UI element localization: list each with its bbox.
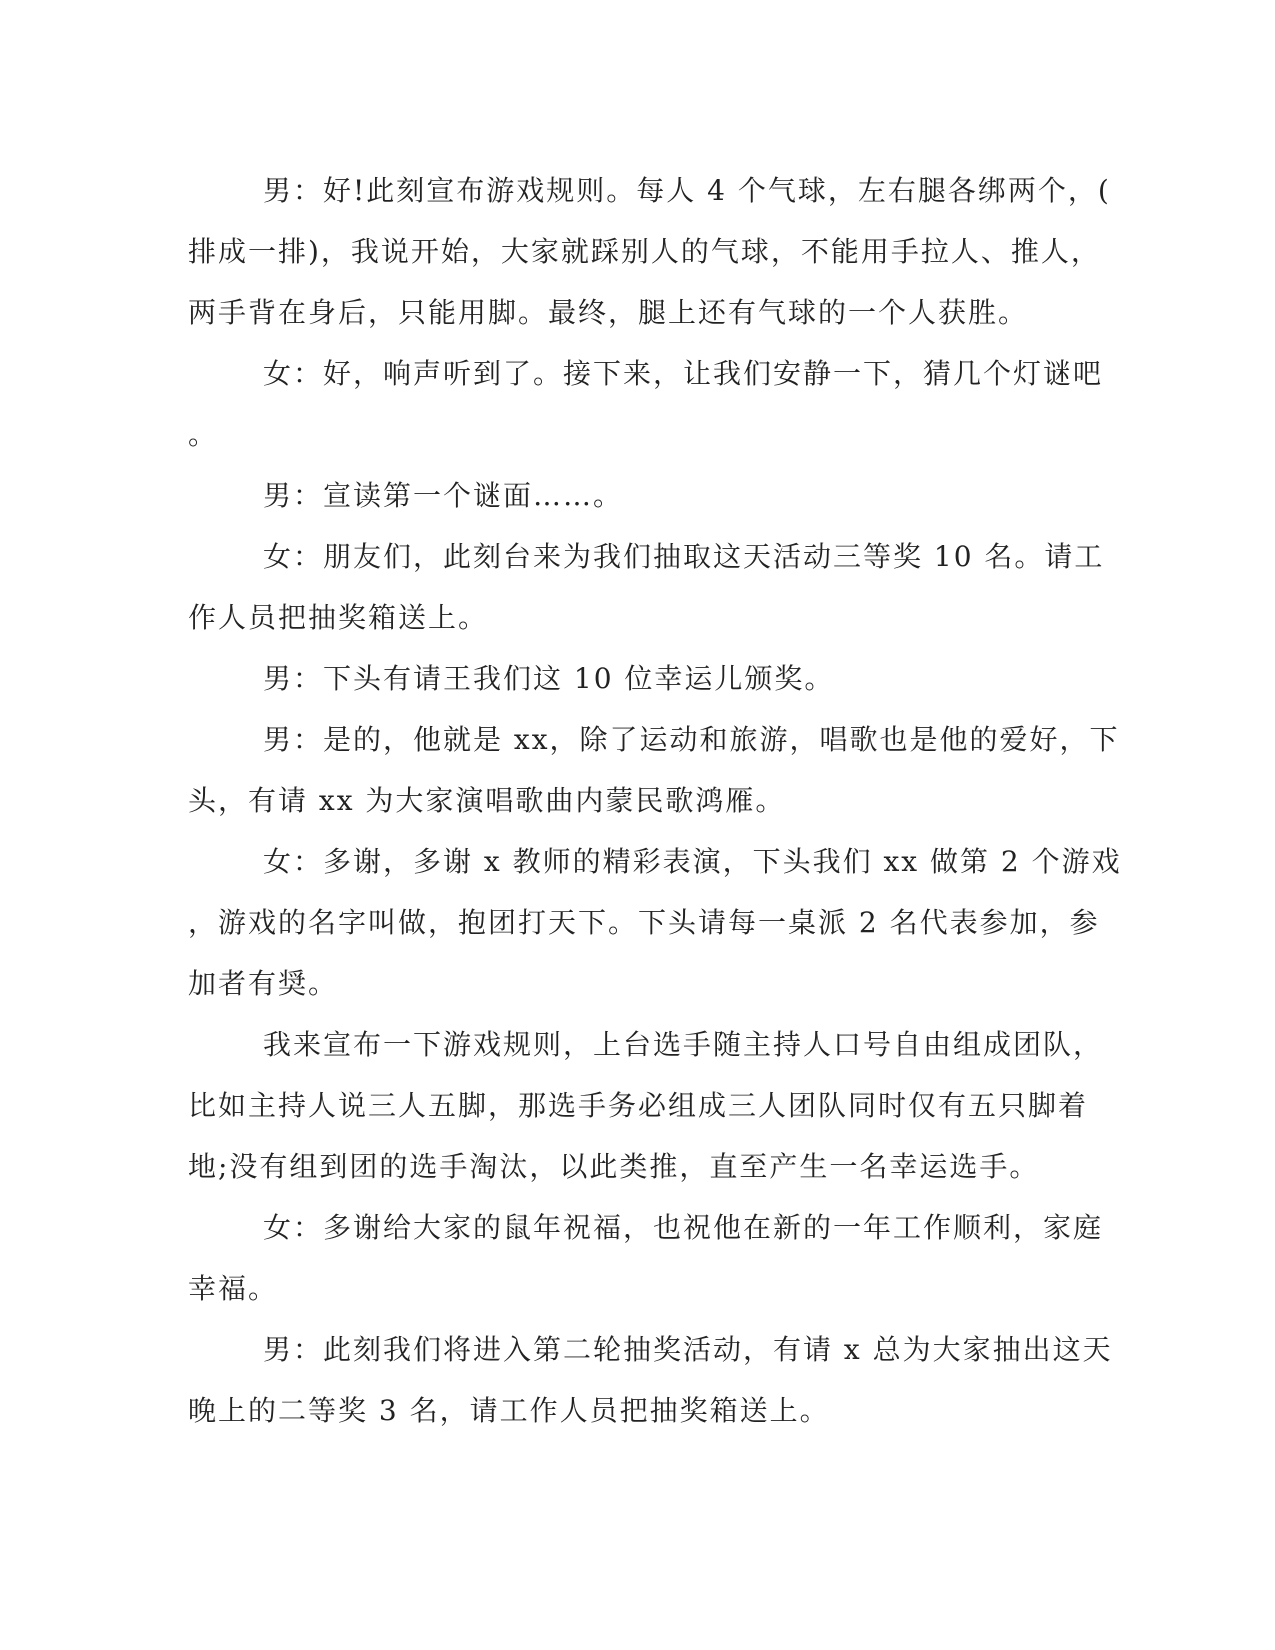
text-line: 男：宣读第一个谜面……。 (263, 479, 624, 512)
text-line: 加者有奨。 (188, 967, 339, 1000)
text-line: 头，有请 xx 为大家演唱歌曲内蒙民歌鸿雁。 (188, 784, 786, 817)
document-body (188, 160, 1122, 1441)
text-line: 我来宣布一下游戏规则，上台选手随主持人口号自由组成团队， (263, 1028, 1104, 1061)
text-line: 两手背在身后，只能用脚。最终，腿上还有气球的一个人获胜。 (188, 296, 1029, 329)
text-line: 女：朋友们，此刻台来为我们抽取这天活动三等奖 10 名。请工 (263, 540, 1105, 573)
text-line: 比如主持人说三人五脚，那选手务必组成三人团队同时仅有五只脚着 (188, 1089, 1089, 1122)
text-line: 男：是的，他就是 xx，除了运动和旅游，唱歌也是他的爱好，下 (263, 723, 1120, 756)
text-line: 晚上的二等奖 3 名，请工作人员把抽奖箱送上。 (188, 1394, 830, 1427)
text-line: 女：好，响声听到了。接下来，让我们安静一下，猜几个灯谜吧 (263, 357, 1104, 390)
text-line: 女：多谢给大家的鼠年祝福，也祝他在新的一年工作顺利，家庭 (263, 1211, 1104, 1244)
text-line: 地;没有组到团的选手淘汰，以此类推，直至产生一名幸运选手。 (188, 1150, 1040, 1183)
text-line: 男：此刻我们将进入第二轮抽奖活动，有请 x 总为大家抽出这天 (263, 1333, 1113, 1366)
text-line: 。 (188, 418, 219, 451)
text-line: 男：下头有请王我们这 10 位幸运儿颁奖。 (263, 662, 835, 695)
text-line: 排成一排)，我说开始，大家就踩别人的气球，不能用手拉人、推人， (188, 235, 1101, 268)
text-line: 男：好!此刻宣布游戏规则。每人 4 个气球，左右腿各绑两个，( (263, 174, 1111, 207)
text-line: 女：多谢，多谢 x 教师的精彩表演，下头我们 xx 做第 2 个游戏 (263, 845, 1122, 878)
text-line: 幸福。 (188, 1272, 279, 1305)
text-line: ，游戏的名字叫做，抱团打天下。下头请每一桌派 2 名代表参加，参 (188, 906, 1100, 939)
text-line: 作人员把抽奖箱送上。 (188, 601, 489, 634)
